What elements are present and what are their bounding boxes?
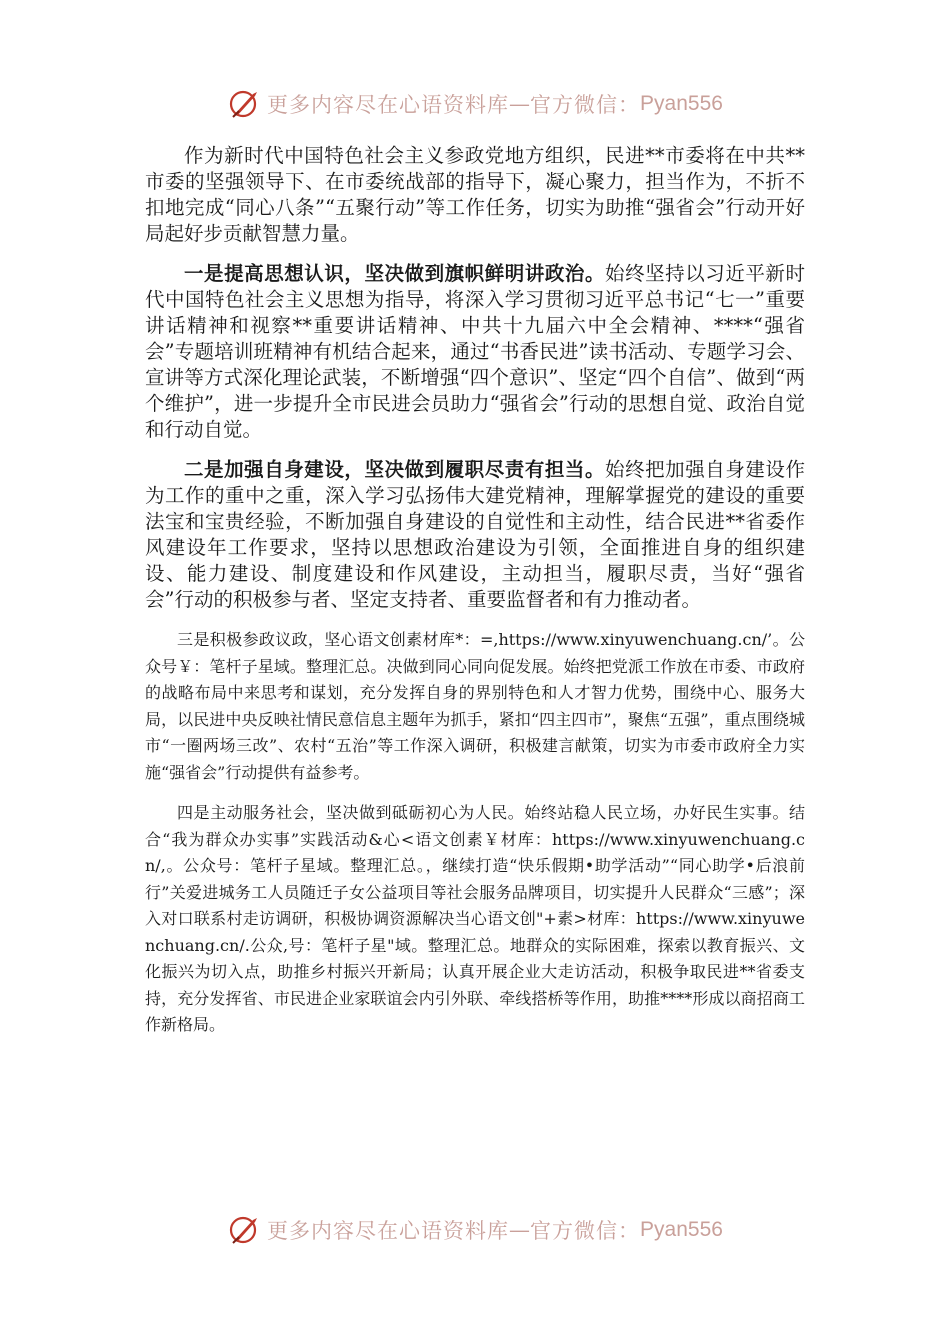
paragraph-text: 四是主动服务社会，坚决做到砥砺初心为人民。始终站稳人民立场，办好民生实事。结合“我为群众办实事”实践活动&心<语文创素￥材库：https://www.xinyuwenchuang.cn/,。公众号：笔杆子星域。整理汇总。，继续打造“快乐假期•助学活动”“同心助学•后浪前行”关爱进城务工人员随迁子女公益项目等社会服务品牌项目，切实提升人民群众“三感”；深入对口联系村走访调研，积极协调资源解决当心语文创"+素>材库：https://www.xinyuwenchuang.cn/.公众,号：笔杆子星"域。整理汇总。地群众的实际困难，探索以教育振兴、文化振兴为切入点，助推乡村振兴开新局；认真开展企业大走访活动，积极争取民进**省委支持，充分发挥省、市民进企业家联谊会内引外联、牵线搭桥等作用，助推****形成以商招商工作新格局。 (145, 803, 805, 1034)
footer-banner (0, 1210, 950, 1250)
paragraph-point-1 (145, 261, 805, 443)
paragraph-point-3 (145, 627, 805, 786)
paragraph-text: 始终坚持以习近平新时代中国特色社会主义思想为指导，将深入学习贯彻习近平总书记“七一”重要讲话精神和视察**重要讲话精神、中共十九届六中全会精神、****“强省会”专题培训班精神有机结合起来，通过“书香民进”读书活动、专题学习会、宣讲等方式深化理论武装，不断增强“四个意识”、坚定“四个自信”、做到“两个维护”，进一步提升全市民进会员助力“强省会”行动的思想自觉、政治自觉和行动自觉。 (145, 262, 805, 441)
paragraph-intro (145, 143, 805, 247)
banner-label: 官方微信： (530, 1219, 641, 1243)
quill-logo-icon (227, 86, 263, 122)
banner-separator: — (509, 1218, 531, 1242)
banner-label: 官方微信： (530, 93, 641, 117)
paragraph-point-4 (145, 800, 805, 1039)
document-body (145, 143, 805, 1053)
paragraph-lead: 一是提高思想认识，坚决做到旗帜鲜明讲政治。 (184, 262, 606, 285)
paragraph-text: 始终把加强自身建设作为工作的重中之重，深入学习弘扬伟大建党精神，理解掌握党的建设的重要法宝和宝贵经验，不断加强自身建设的自觉性和主动性，结合民进**省委作风建设年工作要求，坚持以思想政治建设为引领，全面推进自身的组织建设、能力建设、制度建设和作风建设，主动担当，履职尽责，当好“强省会”行动的积极参与者、坚定支持者、重要监督者和有力推动者。 (145, 458, 805, 611)
paragraph-text: 三是积极参政议政，坚心语文创素材库*：=,https://www.xinyuwenchuang.cn/’。公众号￥：笔杆子星域。整理汇总。决做到同心同向促发展。始终把党派工作放在市委、市政府的战略布局中来思考和谋划，充分发挥自身的界别特色和人才智力优势，围绕中心、服务大局，以民进中央反映社情民意信息主题年为抓手，紧扣“四主四市”，聚焦“五强”，重点围绕城市“一圈两场三改”、农村“五治”等工作深入调研，积极建言献策，切实为市委市政府全力实施“强省会”行动提供有益参考。 (145, 630, 805, 782)
banner-text: 更多内容尽在心语资料库 (267, 93, 510, 117)
banner-separator: — (509, 92, 531, 116)
banner-wechat-id: Pyan556 (640, 92, 723, 115)
quill-logo-icon (227, 1212, 263, 1248)
paragraph-point-2 (145, 457, 805, 613)
header-banner (0, 84, 950, 124)
paragraph-lead: 二是加强自身建设，坚决做到履职尽责有担当。 (184, 458, 606, 481)
banner-text: 更多内容尽在心语资料库 (267, 1219, 510, 1243)
paragraph-text: 作为新时代中国特色社会主义参政党地方组织，民进**市委将在中共**市委的坚强领导下、在市委统战部的指导下，凝心聚力，担当作为，不折不扣地完成“同心八条”“五聚行动”等工作任务，切实为助推“强省会”行动开好局起好步贡献智慧力量。 (145, 144, 805, 245)
banner-wechat-id: Pyan556 (640, 1218, 723, 1241)
